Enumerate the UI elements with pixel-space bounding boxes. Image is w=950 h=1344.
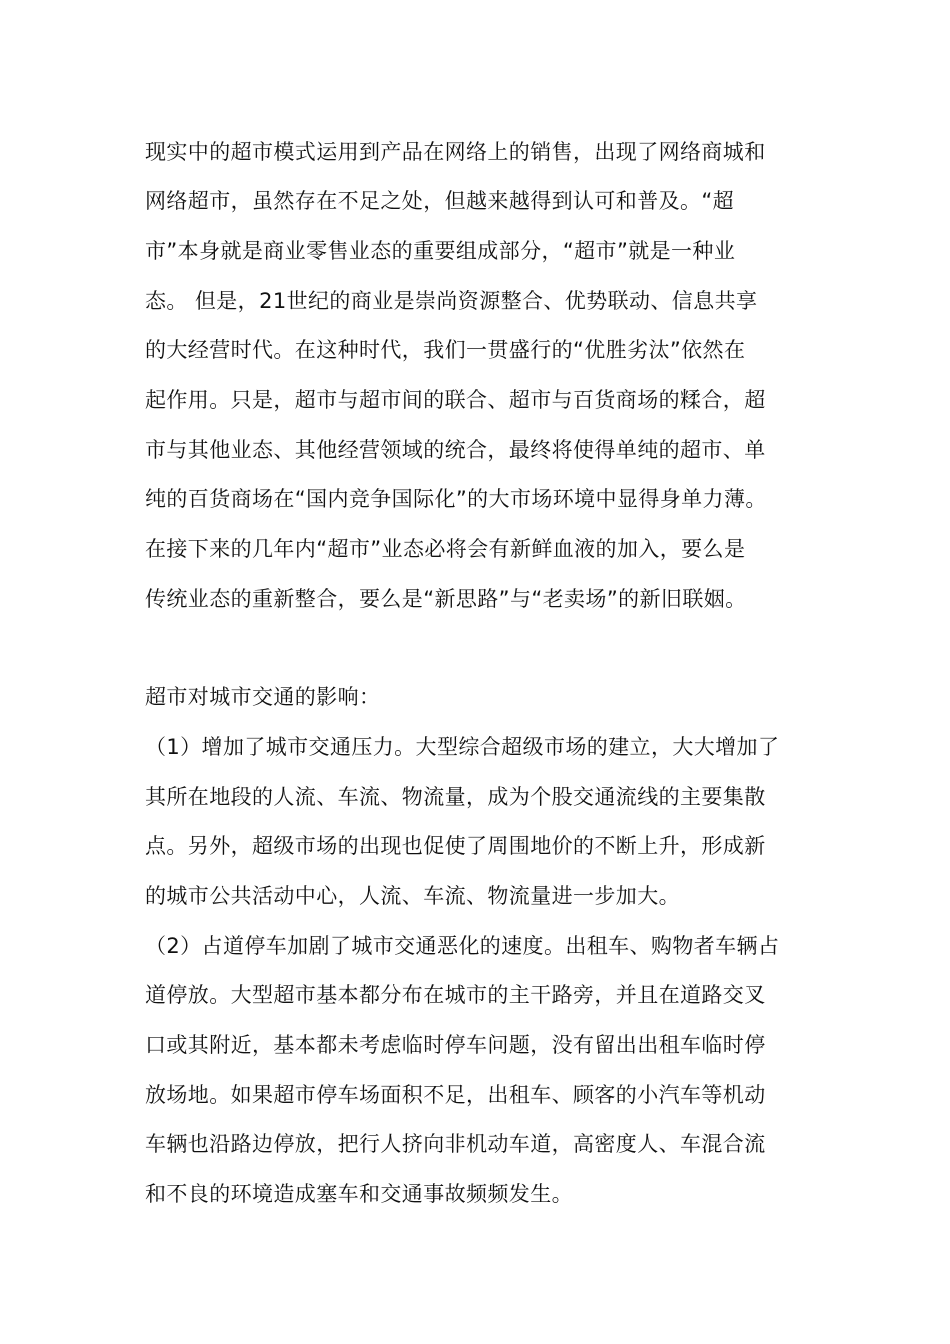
text-line: 口或其附近，基本都未考虑临时停车问题，没有留出出租车临时停: [145, 1033, 766, 1057]
text-line: 放场地。如果超市停车场面积不足，出租车、顾客的小汽车等机动: [145, 1083, 766, 1107]
section-heading: 超市对城市交通的影响：: [145, 685, 381, 709]
text-line: 态。 但是，21世纪的商业是崇尚资源整合、优势联动、信息共享: [145, 289, 758, 313]
text-line: 在接下来的几年内“超市”业态必将会有新鲜血液的加入，要么是: [145, 537, 746, 561]
text-line: 纯的百货商场在“国内竞争国际化”的大市场环境中显得身单力薄。: [145, 487, 767, 511]
text-line: 和不良的环境造成塞车和交通事故频频发生。: [145, 1182, 573, 1206]
text-line: 传统业态的重新整合，要么是“新思路”与“老卖场”的新旧联姻。: [145, 587, 747, 611]
text-line: 网络超市，虽然存在不足之处，但越来越得到认可和普及。“超: [145, 189, 735, 213]
text-line: 市”本身就是商业零售业态的重要组成部分，“超市”就是一种业: [145, 239, 736, 263]
text-line: 其所在地段的人流、车流、物流量，成为个股交通流线的主要集散: [145, 785, 766, 809]
text-line: 起作用。只是，超市与超市间的联合、超市与百货商场的糅合，超: [145, 388, 766, 412]
text-line: 市与其他业态、其他经营领域的统合，最终将使得单纯的超市、单: [145, 438, 766, 462]
text-line: 车辆也沿路边停放，把行人挤向非机动车道，高密度人、车混合流: [145, 1132, 766, 1156]
text-line: 的城市公共活动中心，人流、车流、物流量进一步加大。: [145, 884, 680, 908]
text-line: 道停放。大型超市基本都分布在城市的主干路旁，并且在道路交叉: [145, 983, 766, 1007]
text-line: （2）占道停车加剧了城市交通恶化的速度。出租车、购物者车辆占: [145, 934, 780, 958]
text-line: 点。另外，超级市场的出现也促使了周围地价的不断上升，形成新: [145, 834, 766, 858]
text-line: 现实中的超市模式运用到产品在网络上的销售，出现了网络商城和: [145, 140, 766, 164]
text-line: 的大经营时代。在这种时代，我们一贯盛行的“优胜劣汰”依然在: [145, 338, 746, 362]
text-line: （1）增加了城市交通压力。大型综合超级市场的建立，大大增加了: [145, 735, 780, 759]
